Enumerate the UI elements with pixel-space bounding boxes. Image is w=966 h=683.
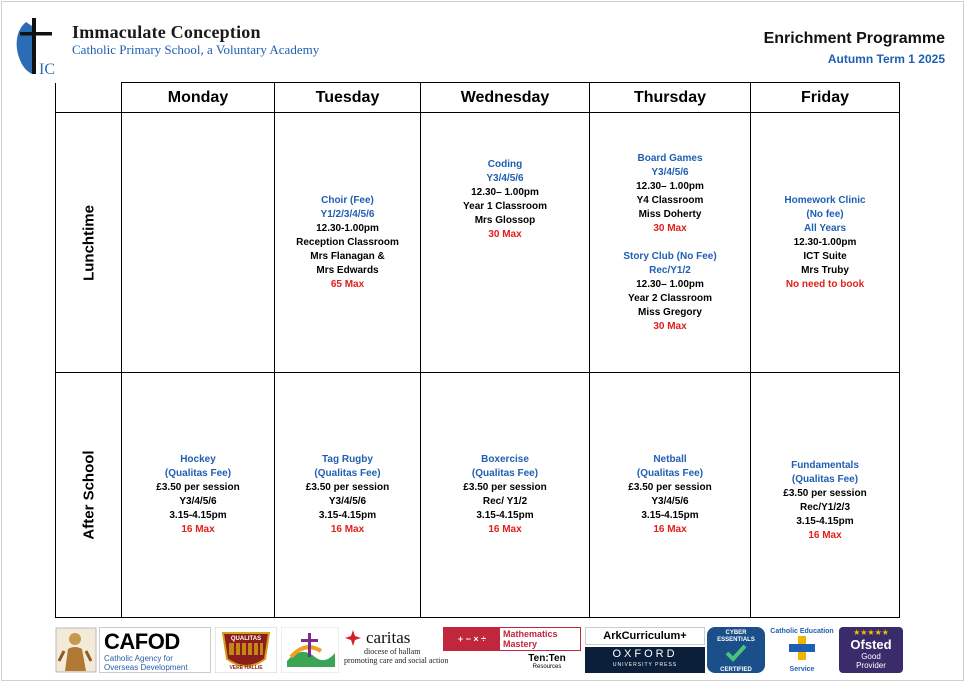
activity-time: 12.30-1.00pm xyxy=(793,236,857,248)
activity-years: All Years xyxy=(803,222,847,234)
activity-coding xyxy=(423,158,587,242)
activity-name: Homework Clinic xyxy=(784,194,866,206)
day-header-friday: Friday xyxy=(751,83,900,113)
activity-location: Reception Classroom xyxy=(296,236,399,248)
activity-years: Y3/4/5/6 xyxy=(486,173,524,184)
ofsted-logo xyxy=(839,627,903,673)
activity-name: Tag Rugby xyxy=(322,454,373,465)
lunchtime-row xyxy=(56,113,900,373)
activity-time: 12.30– 1.00pm xyxy=(636,180,704,192)
caritas-wordmark: caritas xyxy=(366,628,411,647)
oxford-wordmark: OXFORD xyxy=(612,648,678,660)
lunch-tuesday-cell xyxy=(275,113,421,373)
activity-max: 16 Max xyxy=(653,524,687,535)
activity-max: 16 Max xyxy=(330,524,365,535)
activity-fee: (Qualitas Fee) xyxy=(636,468,704,479)
footer-logos xyxy=(55,627,905,673)
corner-cell xyxy=(56,83,122,113)
activity-staff: Mrs Truby xyxy=(801,264,849,276)
ces-line: Catholic Education xyxy=(770,628,834,635)
activity-name: Story Club (No Fee) xyxy=(623,250,717,262)
tenten-sub: Resources xyxy=(532,664,562,670)
activity-price: £3.50 per session xyxy=(156,482,240,493)
caritas-flame-icon xyxy=(344,629,362,647)
cyber-essentials-logo xyxy=(707,627,765,673)
day-header-thursday: Thursday xyxy=(590,83,751,113)
activity-fundamentals xyxy=(753,459,897,543)
activity-years: Rec/ Y1/2 xyxy=(482,496,528,507)
after-school-row xyxy=(56,373,900,618)
activity-staff: Mrs Glossop xyxy=(474,215,536,226)
ces-cross-icon xyxy=(787,636,817,660)
activity-staff: Mrs Edwards xyxy=(316,264,379,276)
activity-note: No need to book xyxy=(785,278,865,290)
period-lunchtime xyxy=(56,113,122,373)
activity-name: Board Games xyxy=(637,152,703,164)
checkmark-icon xyxy=(725,644,747,662)
activity-max: 16 Max xyxy=(808,530,842,541)
stars-icon: ★★★★★ xyxy=(853,628,889,637)
cafod-line: Overseas Development xyxy=(104,663,188,672)
lunch-friday-cell xyxy=(751,113,900,373)
catholic-education-service-logo xyxy=(768,627,836,673)
activity-staff: Miss Gregory xyxy=(638,306,702,318)
day-header-tuesday: Tuesday xyxy=(275,83,421,113)
maths-symbols-icon: + − × ÷ xyxy=(444,628,500,650)
cyber-line: ESSENTIALS xyxy=(717,637,755,643)
logo-initials: IC xyxy=(39,61,55,76)
maths-line: Mastery xyxy=(503,639,538,649)
cyber-line: CYBER xyxy=(725,630,747,636)
activity-location: Y4 Classroom xyxy=(636,194,704,206)
activity-time: 12.30– 1.00pm xyxy=(636,278,704,290)
qualitas-motto: VERE HALLIE xyxy=(229,665,263,671)
term-label: Autumn Term 1 2025 xyxy=(827,52,945,66)
activity-time: 3.15-4.15pm xyxy=(318,510,377,521)
school-subtitle: Catholic Primary School, a Voluntary Academy xyxy=(72,42,320,57)
activity-name: Hockey xyxy=(180,454,216,465)
activity-price: £3.50 per session xyxy=(305,482,390,493)
tenten-wordmark: Ten:Ten xyxy=(528,653,566,664)
activity-fee: (No fee) xyxy=(806,208,844,220)
activity-staff: Mrs Flanagan & xyxy=(310,250,385,262)
activity-boxercise xyxy=(423,453,587,537)
cafod-line: Catholic Agency for xyxy=(104,654,173,663)
parish-cross-logo xyxy=(281,627,339,673)
after-thursday-cell xyxy=(590,373,751,618)
caritas-line: promoting care and social action xyxy=(344,656,449,665)
activity-fee: (Qualitas Fee) xyxy=(471,468,539,479)
activity-years: Y1/2/3/4/5/6 xyxy=(320,208,375,220)
activity-years: Rec/Y1/2/3 xyxy=(799,502,851,513)
activity-board-games xyxy=(592,152,748,236)
period-label: Lunchtime xyxy=(80,204,97,281)
activity-years: Y3/4/5/6 xyxy=(328,496,367,507)
qualitas-wordmark: QUALITAS xyxy=(230,636,262,642)
activity-story-club xyxy=(592,250,748,334)
activity-homework-clinic xyxy=(753,194,897,292)
activity-time: 3.15-4.15pm xyxy=(169,510,227,521)
activity-max: 30 Max xyxy=(653,320,687,332)
ces-line: Service xyxy=(789,666,815,673)
activity-max: 16 Max xyxy=(488,524,522,535)
lunch-wednesday-cell xyxy=(421,113,590,373)
activity-time: 3.15-4.15pm xyxy=(796,516,854,527)
activity-years: Y3/4/5/6 xyxy=(179,496,217,507)
activity-fee: (Qualitas Fee) xyxy=(314,468,381,479)
activity-max: 30 Max xyxy=(488,229,522,240)
activity-years: Y3/4/5/6 xyxy=(651,496,689,507)
ofsted-wordmark: Ofsted xyxy=(850,637,892,652)
maths-line: Mathematics xyxy=(503,629,558,639)
activity-hockey xyxy=(124,453,272,537)
activity-years: Rec/Y1/2 xyxy=(649,264,691,276)
activity-staff: Miss Doherty xyxy=(638,208,702,220)
figure-logo xyxy=(55,627,97,673)
activity-time: 3.15-4.15pm xyxy=(641,510,699,521)
oxford-sub: UNIVERSITY PRESS xyxy=(612,662,678,668)
after-monday-cell xyxy=(122,373,275,618)
activity-price: £3.50 per session xyxy=(783,488,867,499)
activity-time: 12.30– 1.00pm xyxy=(471,187,539,198)
enrichment-timetable xyxy=(55,82,900,618)
activity-name: Netball xyxy=(653,454,687,465)
activity-name: Boxercise xyxy=(481,454,529,465)
activity-fee: (Qualitas Fee) xyxy=(164,468,232,479)
ark-curriculum-wordmark: ArkCurriculum+ xyxy=(585,627,705,645)
activity-name: Fundamentals xyxy=(791,460,859,471)
activity-max: 30 Max xyxy=(653,222,687,234)
activity-name: Coding xyxy=(487,159,523,170)
activity-tag-rugby xyxy=(277,453,418,537)
activity-time: 12.30-1.00pm xyxy=(316,222,379,234)
after-tuesday-cell xyxy=(275,373,421,618)
ofsted-line: Provider xyxy=(856,661,886,670)
activity-price: £3.50 per session xyxy=(628,482,712,493)
activity-price: £3.50 per session xyxy=(463,482,547,493)
qualitas-logo xyxy=(215,627,277,673)
caritas-line: diocese of hallam xyxy=(364,647,421,656)
activity-location: Year 1 Classroom xyxy=(463,201,547,212)
activity-time: 3.15-4.15pm xyxy=(476,510,534,521)
period-label: After School xyxy=(80,450,97,540)
day-header-wednesday: Wednesday xyxy=(421,83,590,113)
activity-netball xyxy=(592,453,748,537)
cafod-logo xyxy=(99,627,211,673)
cyber-line: CERTIFIED xyxy=(720,667,752,673)
activity-years: Y3/4/5/6 xyxy=(651,166,689,178)
after-wednesday-cell xyxy=(421,373,590,618)
activity-name: Choir (Fee) xyxy=(321,194,374,206)
lunch-thursday-cell xyxy=(590,113,751,373)
document-title: Enrichment Programme xyxy=(763,30,945,47)
activity-max: 65 Max xyxy=(330,278,365,290)
day-header-monday: Monday xyxy=(122,83,275,113)
after-friday-cell xyxy=(751,373,900,618)
maths-mastery-logo xyxy=(443,627,581,673)
school-name: Immaculate Conception xyxy=(72,22,261,42)
ofsted-line: Good xyxy=(861,652,881,661)
activity-fee: (Qualitas Fee) xyxy=(791,474,859,485)
activity-choir xyxy=(277,194,418,292)
period-after-school xyxy=(56,373,122,618)
school-logo xyxy=(12,16,56,76)
ark-oxford-logo xyxy=(585,627,705,673)
activity-max: 16 Max xyxy=(181,524,215,535)
activity-location: Year 2 Classroom xyxy=(628,292,712,304)
activity-location: ICT Suite xyxy=(803,250,847,262)
cafod-wordmark: CAFOD xyxy=(104,629,180,654)
lunch-monday-cell xyxy=(122,113,275,373)
